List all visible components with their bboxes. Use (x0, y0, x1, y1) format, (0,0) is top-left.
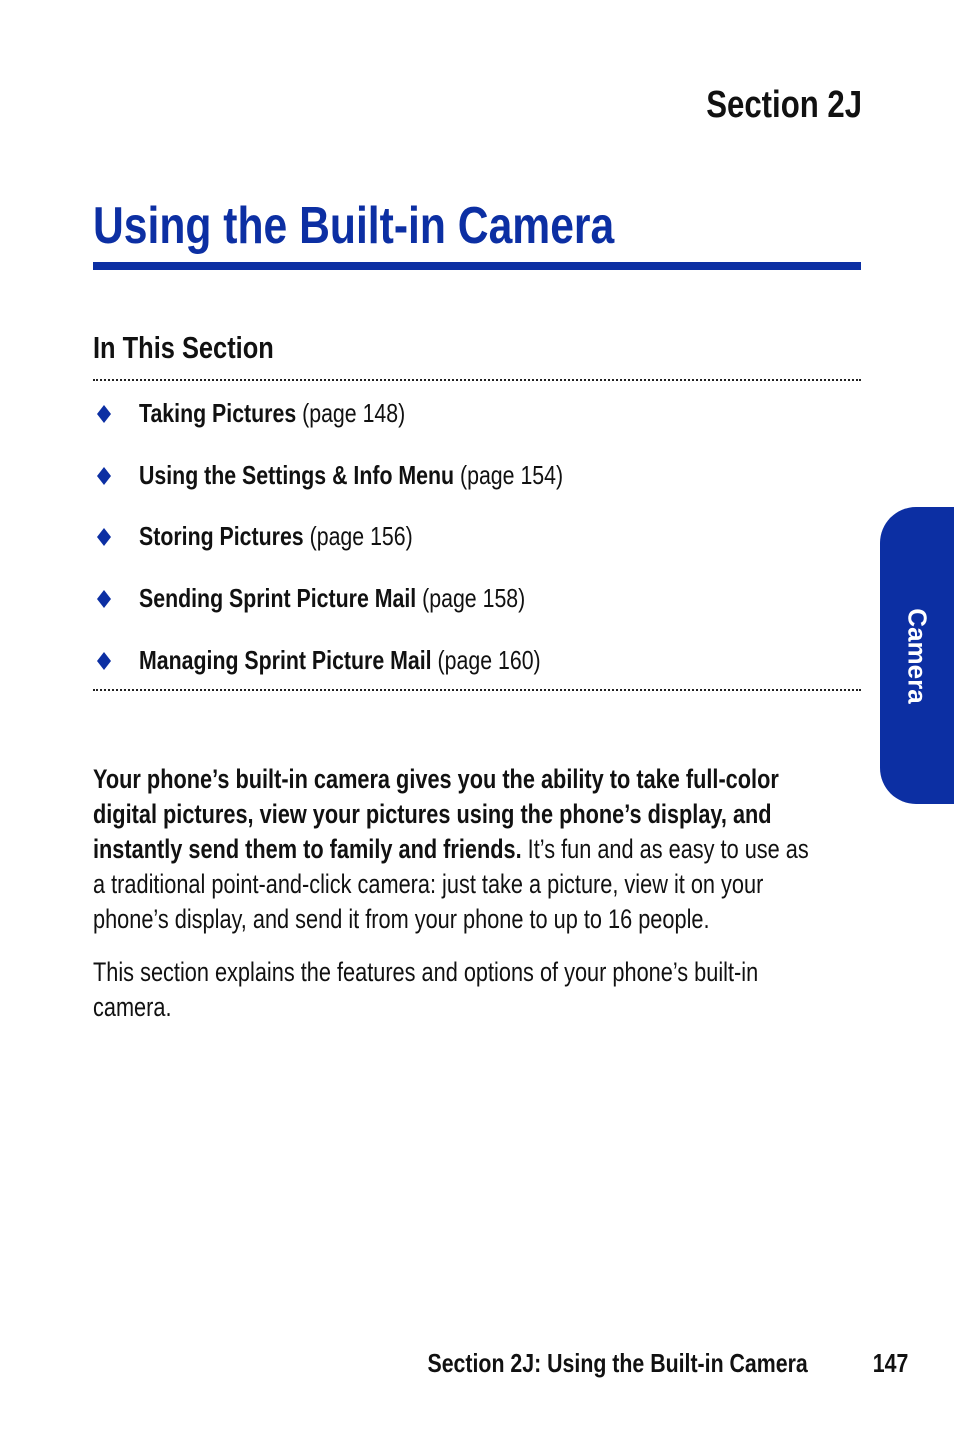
dotted-divider-top (93, 379, 861, 381)
in-this-section-heading-text: In This Section (93, 330, 274, 365)
toc-entry-page: (page 148) (302, 398, 406, 428)
intro-regular-text: It’s fun and as easy to use as a traditional point-and-click camera: just take a picture, view it on your phone’s display, and send it from your phone to up to 16 people. (93, 834, 809, 934)
toc-entry[interactable] (139, 520, 413, 552)
toc-entry-title: Managing Sprint Picture Mail (139, 644, 432, 675)
toc-entry-title: Storing Pictures (139, 521, 304, 552)
list-item (93, 516, 853, 578)
footer-running-title (344, 1348, 808, 1379)
diamond-bullet-icon (97, 590, 111, 604)
in-this-section-heading (93, 330, 313, 366)
toc-entry-page: (page 156) (309, 521, 413, 552)
toc-entry[interactable] (139, 582, 525, 614)
toc-entry[interactable] (139, 397, 405, 429)
toc-entry-page: (page 160) (437, 644, 541, 675)
diamond-bullet-icon (97, 405, 111, 419)
chapter-side-tab (880, 507, 954, 804)
toc-entry-title: Taking Pictures (139, 398, 297, 428)
intro-paragraph (93, 762, 815, 937)
chapter-side-tab-label: Camera (902, 607, 933, 704)
toc-entry-title: Sending Sprint Picture Mail (139, 583, 417, 614)
list-item (93, 455, 853, 517)
intro-bold-text: Your phone’s built-in camera gives you the ability to take full-color digital pictures, view your pictures using the phone’s display, and instantly send them to family and friends. (93, 764, 779, 864)
diamond-bullet-icon (97, 467, 111, 481)
section-label-text: Section 2J (706, 84, 862, 126)
toc-entry[interactable] (139, 644, 541, 676)
diamond-bullet-icon (97, 652, 111, 666)
list-item (93, 578, 853, 640)
footer-running-title-text: Section 2J: Using the Built-in Camera (427, 1348, 808, 1378)
diamond-bullet-icon (97, 528, 111, 542)
section-contents-list (93, 393, 853, 701)
toc-entry-page: (page 154) (459, 459, 564, 490)
toc-entry-page: (page 158) (422, 583, 526, 614)
footer-page-number (865, 1348, 908, 1379)
second-paragraph: This section explains the features and options of your phone’s built-in camera. (93, 957, 759, 1022)
page-title-text: Using the Built-in Camera (93, 197, 615, 255)
page-title (93, 196, 729, 256)
toc-entry-title: Using the Settings & Info Menu (139, 459, 455, 490)
list-item (93, 640, 853, 702)
title-rule (93, 262, 861, 270)
list-item (93, 393, 853, 455)
toc-entry[interactable] (139, 459, 563, 491)
section-label (672, 84, 862, 127)
dotted-divider-bottom (93, 689, 861, 691)
footer-page-number-text: 147 (872, 1348, 908, 1378)
